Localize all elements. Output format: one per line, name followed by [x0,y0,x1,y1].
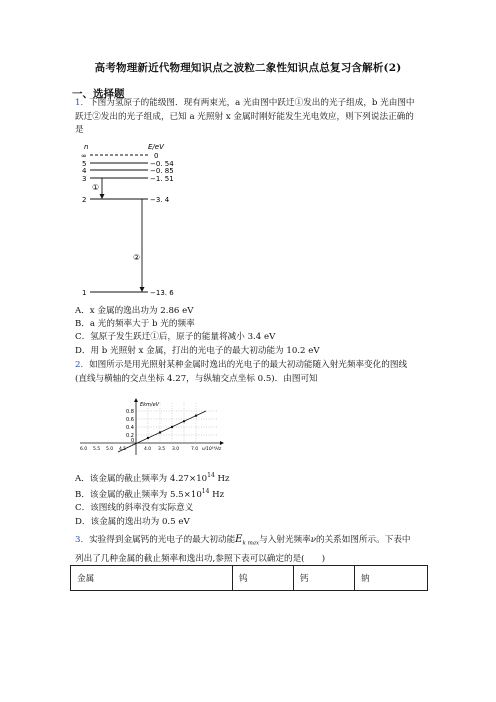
graph-x-arrowhead [220,441,224,445]
transition-1-arrowhead [100,194,105,199]
question-1-number: 1． [75,98,90,108]
level-e-inf: 0 [154,152,159,160]
graph-y-tick-04: 0.4 [126,425,134,431]
graph-point-4 [183,420,185,422]
n-axis-header: n [84,143,89,151]
ek-frequency-graph [78,397,228,459]
question-1-line-3: 是 [75,125,84,135]
graph-x-tick-8: 7.0 [191,447,199,452]
table-row [71,566,428,591]
graph-x-tick-6: 3.5 [158,447,166,452]
level-e-2: −3. 4 [150,196,170,204]
section-heading: 一、选择题 [72,88,125,100]
level-n-3: 3 [82,175,87,183]
graph-y-arrowhead [134,398,138,402]
energy-level-diagram [78,142,198,302]
transition-2-arrowhead [140,287,145,292]
level-n-1: 1 [82,289,87,297]
table-header-metal: 金属 [71,566,233,591]
question-3-number: 3． [75,535,90,545]
graph-x-tick-7: 3.0 [172,447,180,452]
question-3-line-1a: 实验得到金属钙的光电子的最大初动能 [89,535,236,545]
question-3-line-1c: 的关系如图所示。下表中 [315,535,411,545]
metal-table [70,565,428,591]
question-1-line-1: 下图为氢原子的能级图．现有两束光，a 光由图中跃迁①发出的光子组成，b 光由图中 [89,98,415,108]
table-header-tungsten: 钨 [233,566,294,591]
graph-point-1 [147,437,149,439]
level-n-4: 4 [82,167,87,175]
transition-1-label: ① [92,183,100,192]
question-3-line-2: 列出了几种金属的截止频率和逸出功,参照下表可以确定的是( ) [75,553,326,564]
question-1-line-2: 跃迁②发出的光子组成，已知 a 光照射 x 金属时刚好能发生光电效应，则下列说法正确的 [75,111,414,122]
graph-y-tick-0: 0 [131,438,135,444]
q1-option-b: B．a 光的频率大于 b 光的频率 [75,319,195,329]
question-3-line-1b: 与入射光频率 [259,535,311,545]
ek-subscript: k max [242,540,260,547]
q2-option-b: B．该金属的截止频率为 $5.5\times 10^{14}$ Hz [75,488,225,500]
level-e-1: −13. 6 [150,289,174,297]
question-1-text [75,97,430,138]
energy-axis-header: E/eV [148,143,164,151]
transition-2-label: ② [133,253,141,262]
q1-option-a: A．x 金属的逸出功为 2.86 eV [75,306,194,316]
q2-option-d: D．该金属的逸出功为 0.5 eV [75,517,190,527]
graph-x-tick-3: 5.0 [106,447,114,452]
question-2-text [75,359,430,386]
q1-option-c: C．氢原子发生跃迁①后，原子的能量将减小 3.4 eV [75,332,276,342]
nu-symbol: ν [310,535,316,545]
graph-x-label: ν/10¹⁴Hz [202,447,222,452]
q2-option-a: A．该金属的截止频率为 $4.27\times 10^{14}$ Hz [75,472,230,484]
level-e-3: −1. 51 [150,175,174,183]
ek-symbol: E [235,534,243,545]
q2-option-c: C．该图线的斜率没有实际意义 [75,503,194,513]
graph-x-tick-1: 6.0 [80,447,88,452]
graph-point-5 [195,415,197,417]
question-2-line-1: 如图所示是用光照射某种金属时逸出的光电子的最大初动能随入射光频率变化的图线 [89,360,408,370]
question-2-line-2: (直线与横轴的交点坐标 4.27，与纵轴交点坐标 0.5)．由图可知 [75,373,318,384]
question-3-text [75,532,430,567]
level-e-5: −0. 54 [150,160,174,168]
level-n-2: 2 [82,196,87,204]
document-title: 高考物理新近代物理知识点之波粒二象性知识点总复习含解析(2) [94,62,402,74]
graph-point-2 [159,431,161,433]
table-header-sodium: 钠 [355,566,428,591]
level-n-inf: ∞ [81,152,87,160]
level-n-5: 5 [82,160,87,168]
graph-point-3 [171,426,173,428]
graph-x-tick-2: 5.5 [93,447,101,452]
question-2-number: 2． [75,360,90,370]
graph-y-label: Ekm/eV [140,402,160,408]
graph-y-tick-06: 0.6 [126,417,134,423]
table-header-calcium: 钙 [294,566,355,591]
q1-option-d: D．用 b 光照射 x 金属，打出的光电子的最大初动能为 10.2 eV [75,346,320,356]
level-e-4: −0. 85 [150,167,174,175]
graph-x-tick-5: 4.0 [144,447,152,452]
graph-y-tick-08: 0.8 [126,409,134,415]
graph-x-tick-4: 4.5 [119,447,127,452]
graph-y-tick-02: 0.2 [126,433,134,439]
